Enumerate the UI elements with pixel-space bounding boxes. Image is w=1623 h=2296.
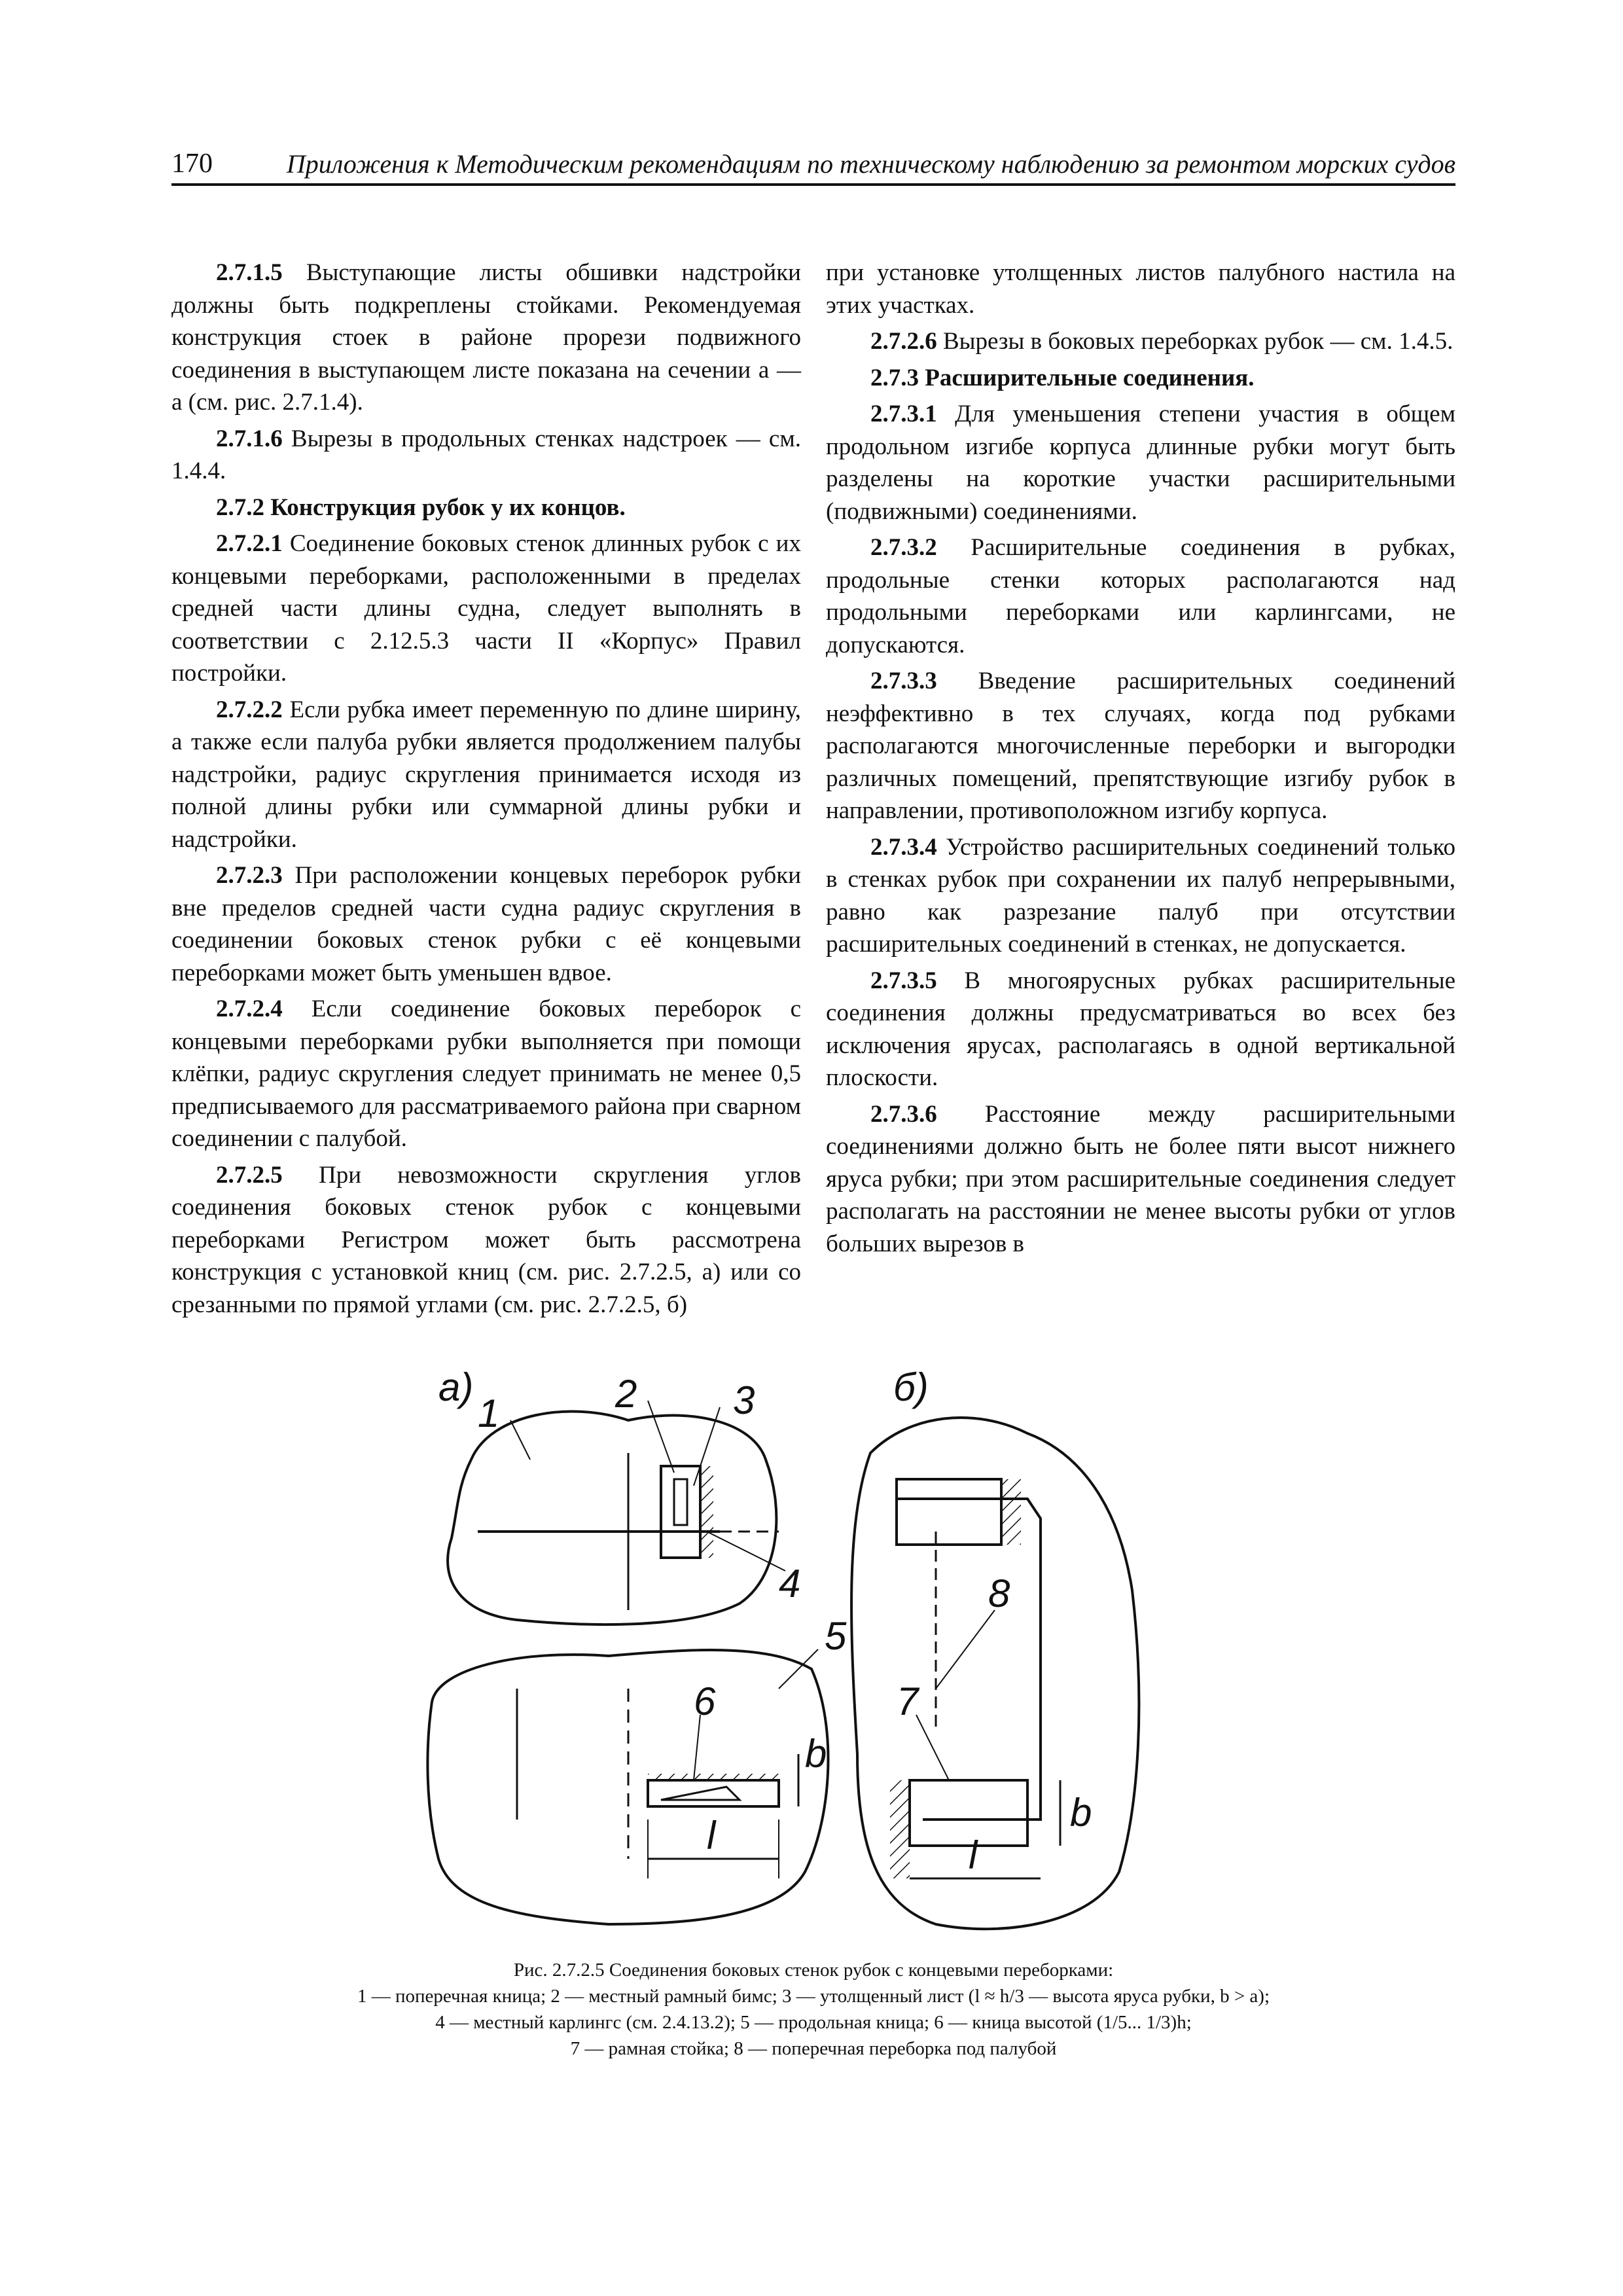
clause-text: При невозможности скругления углов соединения боковых стенок рубок с концевыми переборками Регистром может быть рассмотрена конструкция с установкой книц (см. рис. 2.7.2.5, а) или со срезанными по прямой углами (см. рис. 2.7.2.5, б) [171,1161,801,1318]
clause-number: 2.7.2.2 [216,696,283,723]
paragraph [171,993,801,1155]
clause-number: 2.7.3.2 [870,534,937,561]
paragraph [171,694,801,856]
dimension-l: l [969,1833,978,1877]
running-title: Приложения к Методическим рекомендациям по техническому наблюдению за ремонтом морских судов [286,149,1455,179]
clause-text: Введение расширительных соединений неэффективно в тех случаях, когда под рубками располагаются многочисленные переборки и выгородки различных помещений, препятствующие изгибу рубок в направлении, противоположном изгибу корпуса. [826,668,1455,824]
paragraph-continuation [826,257,1455,321]
left-column [171,257,801,1325]
clause-number: 2.7.1.5 [216,259,283,286]
caption-line: 7 — рамная стойка; 8 — поперечная переборка под палубой [570,2038,1057,2059]
caption-line: 4 — местный карлингс (см. 2.4.13.2); 5 — продольная кница; 6 — кница высотой (1/5... 1/3)h; [435,2012,1192,2033]
clause-text: Выступающие листы обшивки надстройки должны быть подкреплены стойками. Рекомендуемая конструкция стоек в районе прорези подвижного соединения в выступающем листе показана на сечении а — а (см. рис. 2.7.1.4). [171,259,801,416]
label-b: б) [893,1365,929,1409]
callout-1: 1 [478,1391,500,1435]
clause-number: 2.7.3.3 [870,668,937,694]
clause-text: Расстояние между расширительными соединениями должно быть не более пяти высот нижнего яруса рубки; при этом расширительные соединения следует располагать на расстоянии не менее высоты рубки от углов больших вырезов в [826,1100,1455,1257]
clause-text: Соединение боковых стенок длинных рубок с их концевыми переборками, расположенными в пределах средней части длины судна, следует выполнять в соответствии с 2.12.5.3 части II «Корпус» Правил постройки. [171,530,801,687]
clause-text: Если рубка имеет переменную по длине ширину, а также если палуба рубки является продолжением палубы надстройки, радиус скругления принимается исходя из полной длины рубки или суммарной длины рубки и надстройки. [171,696,801,853]
paragraph [826,325,1455,358]
paragraph [826,831,1455,961]
figure-2-7-2-5 [412,1361,1224,1950]
web-frame [897,1499,1041,1820]
paragraph [171,257,801,419]
bracket-6 [661,1787,740,1800]
clause-number: 2.7.2.6 [870,328,937,355]
callout-2: 2 [615,1372,637,1416]
dimension-b: b [1070,1791,1092,1835]
section-heading-text: 2.7.2 Конструкция рубок у их концов. [216,493,626,521]
callout-4: 4 [779,1562,801,1605]
hatch [890,1780,910,1878]
section-heading [171,492,801,524]
hatch [648,1774,779,1782]
clause-text: В многоярусных рубках расширительные соединения должны предусматриваться во всех без исключения ярусах, располагаясь в одной вертикальной плоскости. [826,967,1455,1091]
callout-5: 5 [825,1614,847,1658]
section-heading [826,362,1455,395]
dimension-b: b [805,1732,827,1776]
clause-text: при установке утолщенных листов палубного настила на этих участках. [826,259,1455,319]
paragraph [826,965,1455,1094]
leader [936,1610,995,1689]
paragraph [826,665,1455,827]
leader [648,1401,674,1473]
callout-6: 6 [694,1679,716,1723]
clause-number: 2.7.3.1 [870,401,937,427]
dimension-l: l [707,1814,716,1857]
leader [916,1715,949,1780]
clause-number: 2.7.2.5 [216,1161,283,1189]
paragraph [826,531,1455,661]
panel-a-top-outline [448,1412,776,1625]
paragraph [171,859,801,989]
section-heading-text: 2.7.3 Расширительные соединения. [870,364,1255,391]
paragraph [826,398,1455,528]
clause-number: 2.7.1.6 [216,425,283,452]
caption-line: 1 — поперечная кница; 2 — местный рамный бимс; 3 — утолщенный лист (l ≈ h/3 — высота яруса рубки, b > a); [357,1986,1270,2007]
figure-caption [171,1957,1455,2062]
paragraph [171,423,801,488]
right-column [826,257,1455,1264]
deck-strip [648,1780,779,1806]
caption-line: Рис. 2.7.2.5 Соединения боковых стенок рубок с концевыми переборками: [513,1960,1114,1981]
label-a: а) [438,1365,474,1409]
clause-text: Вырезы в продольных стенках надстроек — см. 1.4.4. [171,425,801,484]
page-number: 170 [171,149,213,179]
clause-text: Расширительные соединения в рубках, продольные стенки которых располагаются над продольными переборками или карлингсами, не допускаются. [826,534,1455,658]
clause-number: 2.7.2.1 [216,530,283,557]
clause-number: 2.7.2.3 [216,862,283,889]
paragraph [826,1098,1455,1261]
clause-text: Если соединение боковых переборок с концевыми переборками рубки выполняется при помощи клёпки, радиус скругления следует принимать не менее 0,5 предписываемого для рассматриваемого района при сварном соединении с палубой. [171,996,801,1152]
callout-3: 3 [733,1378,755,1422]
paragraph [171,1159,801,1321]
clause-number: 2.7.2.4 [216,996,283,1022]
callout-7: 7 [897,1679,919,1723]
beam-slot [674,1479,687,1525]
callout-8: 8 [988,1571,1010,1615]
leader [694,1715,700,1780]
clause-text: Для уменьшения степени участия в общем продольном изгибе корпуса длинные рубки могут быть разделены на короткие участки расширительными (подвижными) соединениями. [826,401,1455,525]
upper-cutout [897,1479,1001,1545]
hatch [1001,1479,1021,1545]
clause-text: При расположении концевых переборок рубки вне пределов средней части судна радиус скругления в соединении боковых стенок рубки с её концевыми переборками может быть уменьшен вдвое. [171,862,801,986]
clause-text: Устройство расширительных соединений только в стенках рубок при сохранении их палуб непрерывными, равно как разрезание палуб при отсутствии расширительных соединений в стенках, не допускается. [826,833,1455,958]
clause-text: Вырезы в боковых переборках рубок — см. 1.4.5. [936,328,1454,355]
figure-drawing [412,1361,1224,1950]
hatch [700,1466,713,1558]
leader [510,1420,530,1460]
paragraph [171,528,801,690]
clause-number: 2.7.3.6 [870,1100,937,1128]
clause-number: 2.7.3.4 [870,833,937,861]
clause-number: 2.7.3.5 [870,967,937,994]
running-header [171,145,1455,186]
